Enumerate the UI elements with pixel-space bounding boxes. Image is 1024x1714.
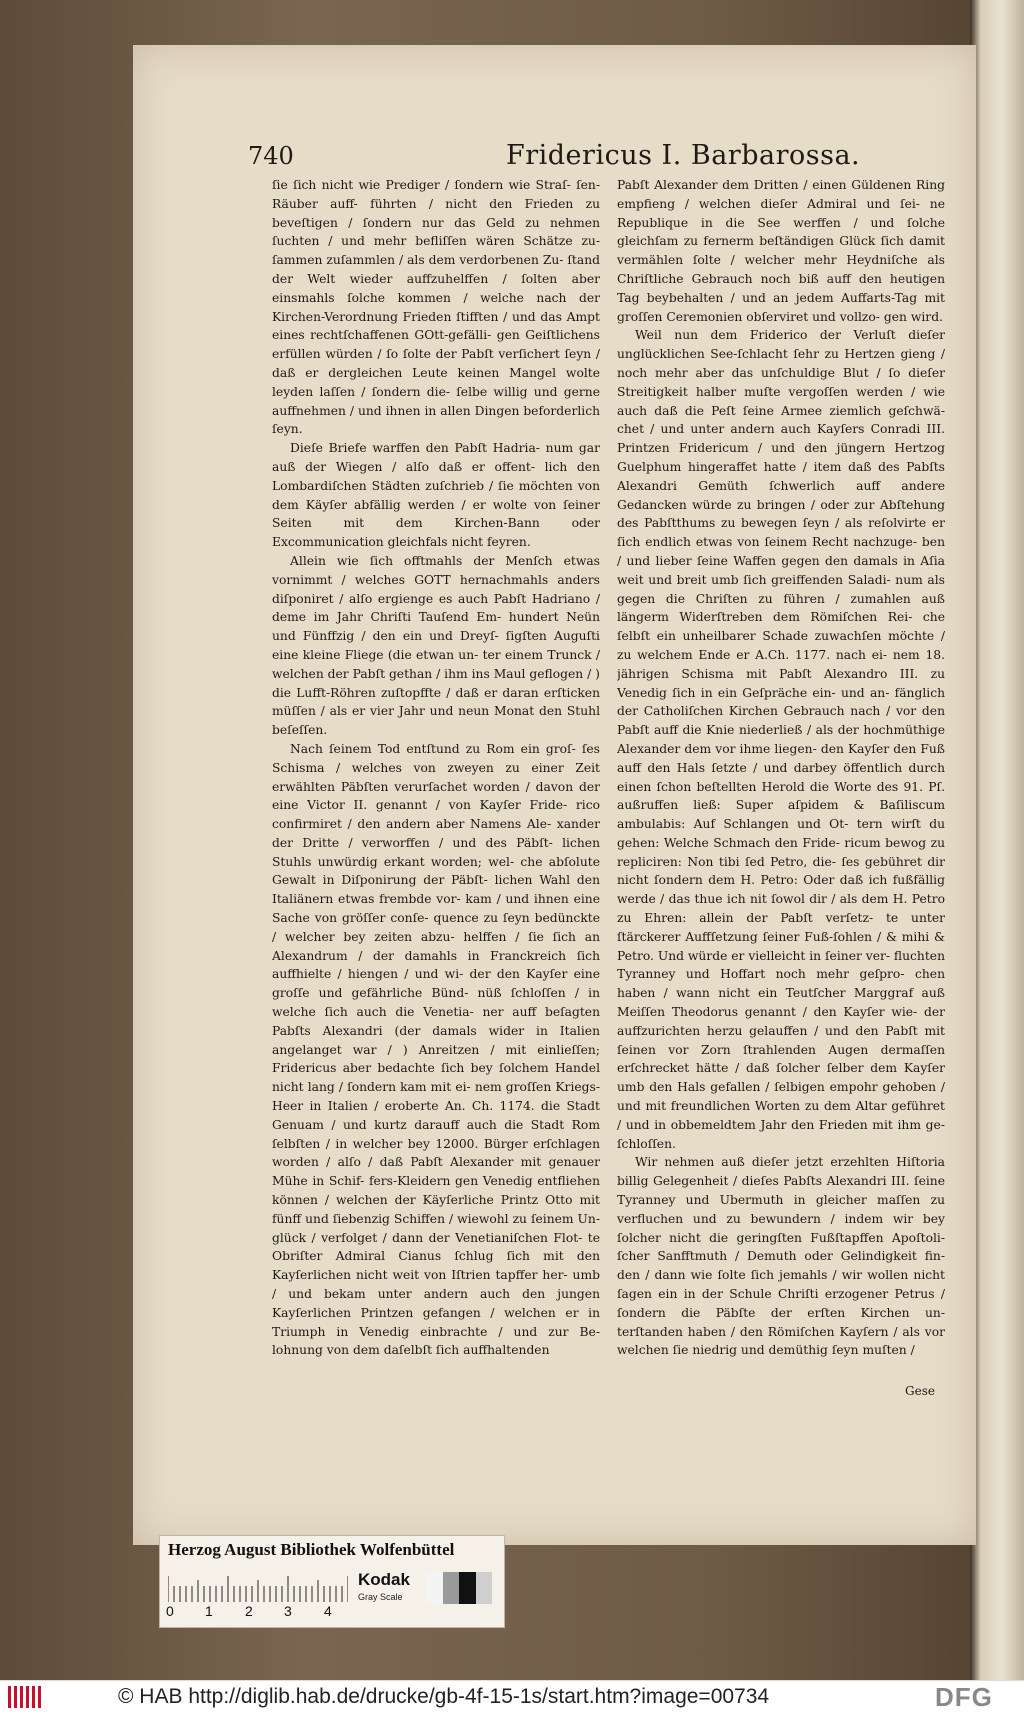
paragraph: Wir nehmen auß dieſer jetzt erzehlten Hiſtoria billig Gelegenheit / dieſes Pabſts Alexandri III. ſeine Tyranney und Ubermuth in gleicher maſſen zu verfluchen und zu bewundern / indem wir bey ſolcher nicht die geringſten Fußſtapffen Apoſtoli- ſcher Sanfftmuth / Demuth oder Gelindigkeit fin- den / dann wie ſolte ſich jemahls / wir wollen nicht ſagen ein in der Schule Chriſti erzogener Petrus / ſondern die Päbſte der erſten Kirchen un- terſtanden haben / den Römiſchen Kayſern / als vor welchen ſie niedrig und demüthig ſeyn muſten / (617, 1155, 945, 1358)
text-column-right (617, 176, 945, 1406)
library-name: Herzog August Bibliothek Wolfenbüttel (168, 1540, 455, 1559)
ruler-number: 0 (166, 1603, 174, 1619)
text-column-left (272, 176, 600, 1406)
footer-bar (0, 1680, 1024, 1714)
paragraph: Pabſt Alexander dem Dritten / einen Güldenen Ring empfieng / welchen dieſer Admiral und ſei- ne Republique in die See werffen / und ſolche gleichſam zu fernerm beſtändigen Glück ſich damit vermählen ſolte / welcher mehr Heydniſche als Chriſtliche Gebrauch noch biß auff den heutigen Tag beybehalten / und an jedem Auffarts-Tag mit groſſen Ceremonien obſerviret und vollzo- gen wird. (617, 178, 945, 324)
page-number: 740 (248, 142, 294, 170)
catchword: Gese (905, 1384, 935, 1398)
gray-scale-label: Gray Scale (358, 1592, 403, 1602)
running-title: Fridericus I. Barbarossa. (506, 140, 861, 171)
ruler-icon (168, 1576, 348, 1602)
paragraph: Dieſe Briefe warffen den Pabſt Hadria- num gar auß der Wiegen / alſo daß er offent- lich den Lombardiſchen Städten zuſchrieb / ſie möchten von dem Käyſer abfällig werden / er wolte von ſeiner Seiten mit dem Kirchen-Bann oder Excommunication gleichfals nicht feyren. (272, 441, 600, 550)
running-head (248, 140, 948, 176)
paragraph: ſie ſich nicht wie Prediger / ſondern wie Straſ- ſen-Räuber auff- führten / nicht den Frieden zu beveſtigen / ſondern nur das Geld zu nehmen ſuchten / und mehr befliſſen wären Schätze zu- ſammen zuſammlen / als dem verdorbenen Zu- ſtand der Welt wieder auffzuhelffen / ſolten aber einsmahls ſolche kommen / welche nach der Kirchen-Verordnung Frieden ſtifften / und das Ampt eines rechtſchaffenen GOtt-gefälli- gen Geiſtlichens erfüllen würden / ſo ſolte der Pabſt verſichert ſeyn / daß er dergleichen Leute keinen Mangel wolte leyden laſſen / ſondern die- ſelbe willig und gerne auffnehmen / und ihnen in allen Dingen beforderlich ſeyn. (272, 178, 600, 437)
hab-logo-icon (8, 1686, 46, 1708)
paragraph: Nach ſeinem Tod entſtund zu Rom ein groſ- ſes Schisma / welches von zweyen zu einer Zeit erwählten Päbſten verurſachet worden / davon der eine Victor II. genannt / von Kayſer Fride- rico confirmiret / den andern aber Namens Ale- xander der Dritte / verworffen / und des Päbſt- lichen Stuhls unwürdig erkant worden; wel- che abſolute Gewalt in Diſponirung der Päbſt- lichen Wahl den Italiänern etwas frembde vor- kam / und ihnen eine Sache von gröſſer conſe- quence zu ſeyn bedünckte / welcher bey zeiten abzu- helffen / ſie ſich an Alexandrum / der damahls in Franckreich ſich auffhielte / hiengen / und wi- der den Kayſer eine groſſe und gefährliche Bünd- nüß ſchloſſen / in welche ſich auch die Venetia- ner auff beſagten Pabſts Alexandri (der damals wider in Italien angelanget war / ) Anreitzen / mit einlieſſen; Fridericus aber bedachte ſich bey ſolchem Handel nicht lang / ſondern kam mit ei- nem groſſen Kriegs-Heer in Italien / eroberte An. Ch. 1174. die Stadt Genuam / und kurtz darauff auch die Stadt Rom ſelbſten / in welcher bey 12000. Bürger erſchlagen worden / alſo / daß Pabſt Alexander mit genauer Mühe in Schif- fers-Kleidern gen Venedig entfliehen können / welchen der Käyſerliche Printz Otto mit fünff und ſiebenzig Schiffen / wiewohl zu ſeinem Un- glück / verfolget / dann der Venetianiſchen Flot- te Obriſter Admiral Cianus ſchlug ſich mit den Kayſerlichen nicht weit von Iſtrien tapffer her- umb / und bekam unter andern auch den jungen Kayſerlichen Printzen gefangen / welchen er in Triumph in Venedig einbrachte / und zur Be- lohnung von dem daſelbſt ſich auffhaltenden (272, 741, 600, 1358)
dfg-logo: DFG (935, 1682, 993, 1712)
ruler-number: 4 (324, 1603, 332, 1619)
paragraph: Allein wie ſich offtmahls der Menſch etwas vornimmt / welches GOTT hernachmahls anders diſponiret / alſo ergienge es auch Pabſt Hadriano / deme im Jahr Chriſti Tauſend Em- hundert Neün und Fünffzig / den ein und Dreyſ- ſigſten Auguſti eine kleine Fliege (die etwan un- ter einem Trunck / welchen der Pabſt gethan / ihm ins Maul geflogen / ) die Lufft-Röhren zuſtopffte / daß er daran erſticken müſſen / als er vier Jahr und neun Monat den Stuhl beſeſſen. (272, 553, 600, 738)
next-page-edge (970, 0, 1024, 1680)
gray-scale-patches (426, 1572, 492, 1604)
footer-copyright-link[interactable]: © HAB http://diglib.hab.de/drucke/gb-4f-15-1s/start.htm?image=00734 (118, 1685, 770, 1708)
ruler-number: 3 (284, 1603, 292, 1619)
kodak-brand: Kodak (358, 1570, 410, 1589)
paragraph: Weil nun dem Friderico der Verluſt dieſer unglücklichen See-ſchlacht ſehr zu Hertzen gieng / noch mehr aber das unſchuldige Blut / ſo dieſer Streitigkeit halber muſte vergoſſen werden / wie auch daß die Peſt ſeine Armee ziemlich geſchwä- chet / und unter andern auch Kayſers Conradi III. Printzen Fridericum / und den jüngern Hertzog Guelphum hingeraffet hatte / item daß des Pabſts Alexandri Gemüth ſchwerlich auff andere Gedancken würde zu bringen / oder zur Abſtehung des Pabſtthums zu bewegen ſeyn / als reſolvirte er ſich endlich etwas von ſeinem Recht nachzuge- ben / und lieber ſeine Waffen gegen den damals in Aſia weit und breit umb ſich greiffenden Saladi- num als gegen die Chriſten zu führen / zumahlen auß längerm Widerſtreben dem Römiſchen Rei- che ſelbſt ein unheilbarer Schade zuwachſen möchte / zu welchem Ende er A.Ch. 1177. nach ei- nem 18. jährigen Schisma mit Pabſt Alexandro III. zu Venedig ſich in ein Geſpräche ein- und an- fänglich der Catholiſchen Kirchen Gebrauch nach / vor den Pabſt auff die Knie niederließ / als der hochmüthige Alexander dem vor ihme liegen- den Kayſer den Fuß auff den Hals ſetzte / und darbey öffentlich durch einen ſchon beſtellten Herold die Worte des 91. Pſ. außruffen ließ: Super aſpidem & Baſiliscum ambulabis: Auf Schlangen und Ot- tern wirſt du gehen: Welche Schmach den Fride- ricum bewog zu repliciren: Non tibi ſed Petro, die- ſes gebühret dir nicht ſondern dem H. Petro: Oder daß ich fußfällig werde / das thue ich nit ſowol dir / als dem H. Petro zu Ehren: allein der Pabſt verſetz- te unter ſtärckerer Auffſetzung ſeiner Fuß-ſohlen / & mihi & Petro. Und würde er vielleicht in ſeiner ver- fluchten Tyranney und Hoffart noch mehr geſpro- chen haben / wann nicht ein Teutſcher Marggraf auß Meiſſen Theodorus genannt / den Kayſer wie- der auffzurichten herzu gelauffen / und den Pabſt mit ſeinen vor Zorn ſtrahlenden Augen dermaſſen erſchrecket hätte / daß ſolcher ſelber dem Kayſer umb den Hals gefallen / ſelbigen empohr gehoben / und mit freundlichen Worten zu dem Altar geführet / und in obbemeldtem Jahr den Frieden mit ihm ge- ſchloſſen. (617, 328, 945, 1151)
ruler-number: 1 (205, 1603, 213, 1619)
ruler-number: 2 (245, 1603, 253, 1619)
library-color-label (159, 1535, 505, 1628)
